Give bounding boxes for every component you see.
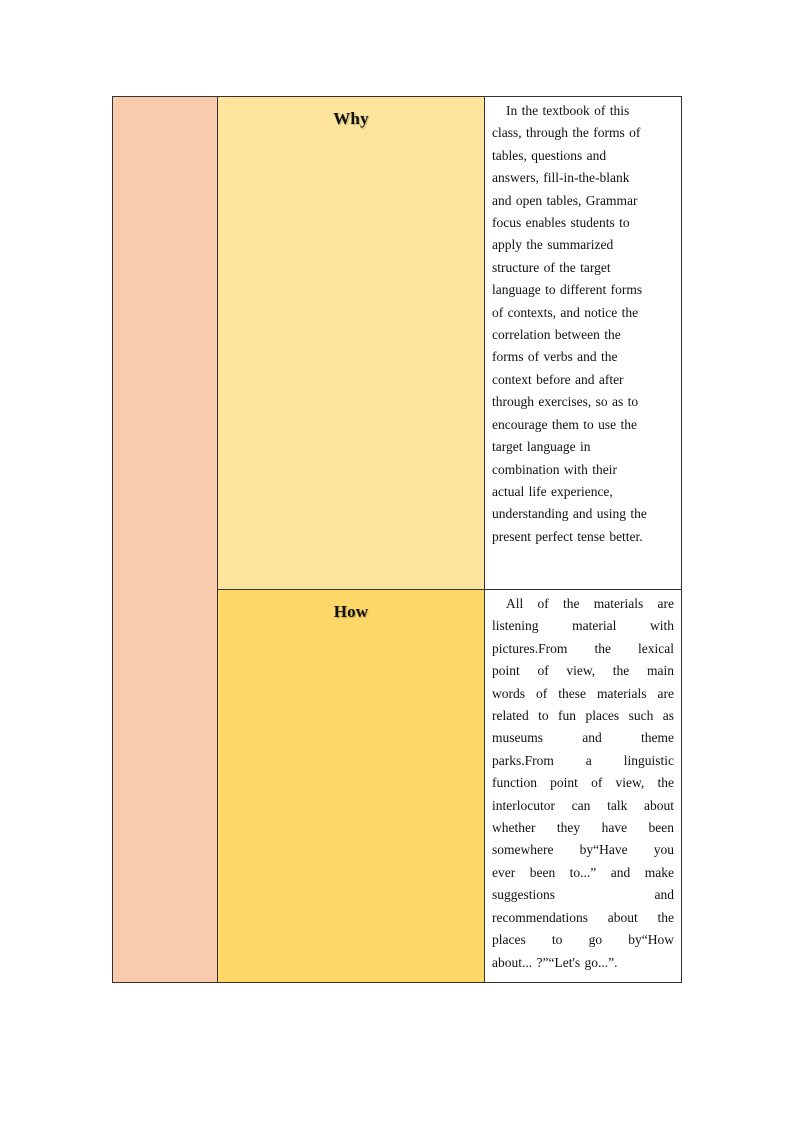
why-line: In the textbook of this bbox=[506, 103, 630, 118]
why-line: structure of the target bbox=[492, 259, 611, 275]
why-line: correlation between the bbox=[492, 327, 621, 343]
why-line: of contexts, and notice the bbox=[492, 304, 639, 320]
why-line: language to different forms bbox=[492, 282, 643, 298]
why-line: apply the summarized bbox=[492, 237, 614, 253]
how-line: whether they have been bbox=[492, 820, 674, 836]
how-line: about... ?”“Let's go...”. bbox=[492, 954, 618, 970]
why-paragraph bbox=[485, 97, 681, 548]
why-line: tables, questions and bbox=[492, 147, 607, 163]
why-line: class, through the forms of bbox=[492, 125, 641, 141]
how-line: function point of view, the bbox=[492, 775, 674, 791]
why-line: answers, fill-in-the-blank bbox=[492, 170, 630, 186]
how-line: recommendations about the bbox=[492, 909, 674, 925]
why-line: and open tables, Grammar bbox=[492, 192, 638, 208]
how-line: places to go by“How bbox=[492, 932, 674, 948]
why-text-cell bbox=[485, 97, 682, 590]
how-line: museums and theme bbox=[492, 730, 674, 746]
why-line: combination with their bbox=[492, 461, 617, 477]
how-line: point of view, the main bbox=[492, 663, 674, 679]
how-line: ever been to...” and make bbox=[492, 864, 674, 880]
how-line: interlocutor can talk about bbox=[492, 797, 674, 813]
why-line: target language in bbox=[492, 439, 591, 455]
table-row-why bbox=[113, 97, 682, 590]
why-line: focus enables students to bbox=[492, 215, 630, 231]
why-line: present perfect tense better. bbox=[492, 528, 643, 544]
how-line: suggestions and bbox=[492, 887, 674, 903]
how-line: related to fun places such as bbox=[492, 708, 674, 724]
how-heading-cell bbox=[218, 590, 485, 983]
why-line: context before and after bbox=[492, 371, 624, 387]
how-paragraph bbox=[485, 590, 681, 974]
why-line: forms of verbs and the bbox=[492, 349, 618, 365]
why-line: actual life experience, bbox=[492, 483, 613, 499]
left-category-cell bbox=[113, 97, 218, 983]
why-line: through exercises, so as to bbox=[492, 394, 639, 410]
why-heading-cell bbox=[218, 97, 485, 590]
how-line: All of the materials are bbox=[506, 596, 674, 611]
how-line: words of these materials are bbox=[492, 685, 674, 701]
how-line: listening material with bbox=[492, 618, 674, 634]
how-line: parks.From a linguistic bbox=[492, 752, 674, 768]
how-line: somewhere by“Have you bbox=[492, 842, 674, 858]
why-heading: Why bbox=[333, 109, 369, 128]
why-line: understanding and using the bbox=[492, 506, 647, 522]
lesson-analysis-table bbox=[112, 96, 682, 983]
how-line: pictures.From the lexical bbox=[492, 640, 674, 656]
how-heading: How bbox=[333, 602, 369, 621]
why-line: encourage them to use the bbox=[492, 416, 637, 432]
how-text-cell bbox=[485, 590, 682, 983]
